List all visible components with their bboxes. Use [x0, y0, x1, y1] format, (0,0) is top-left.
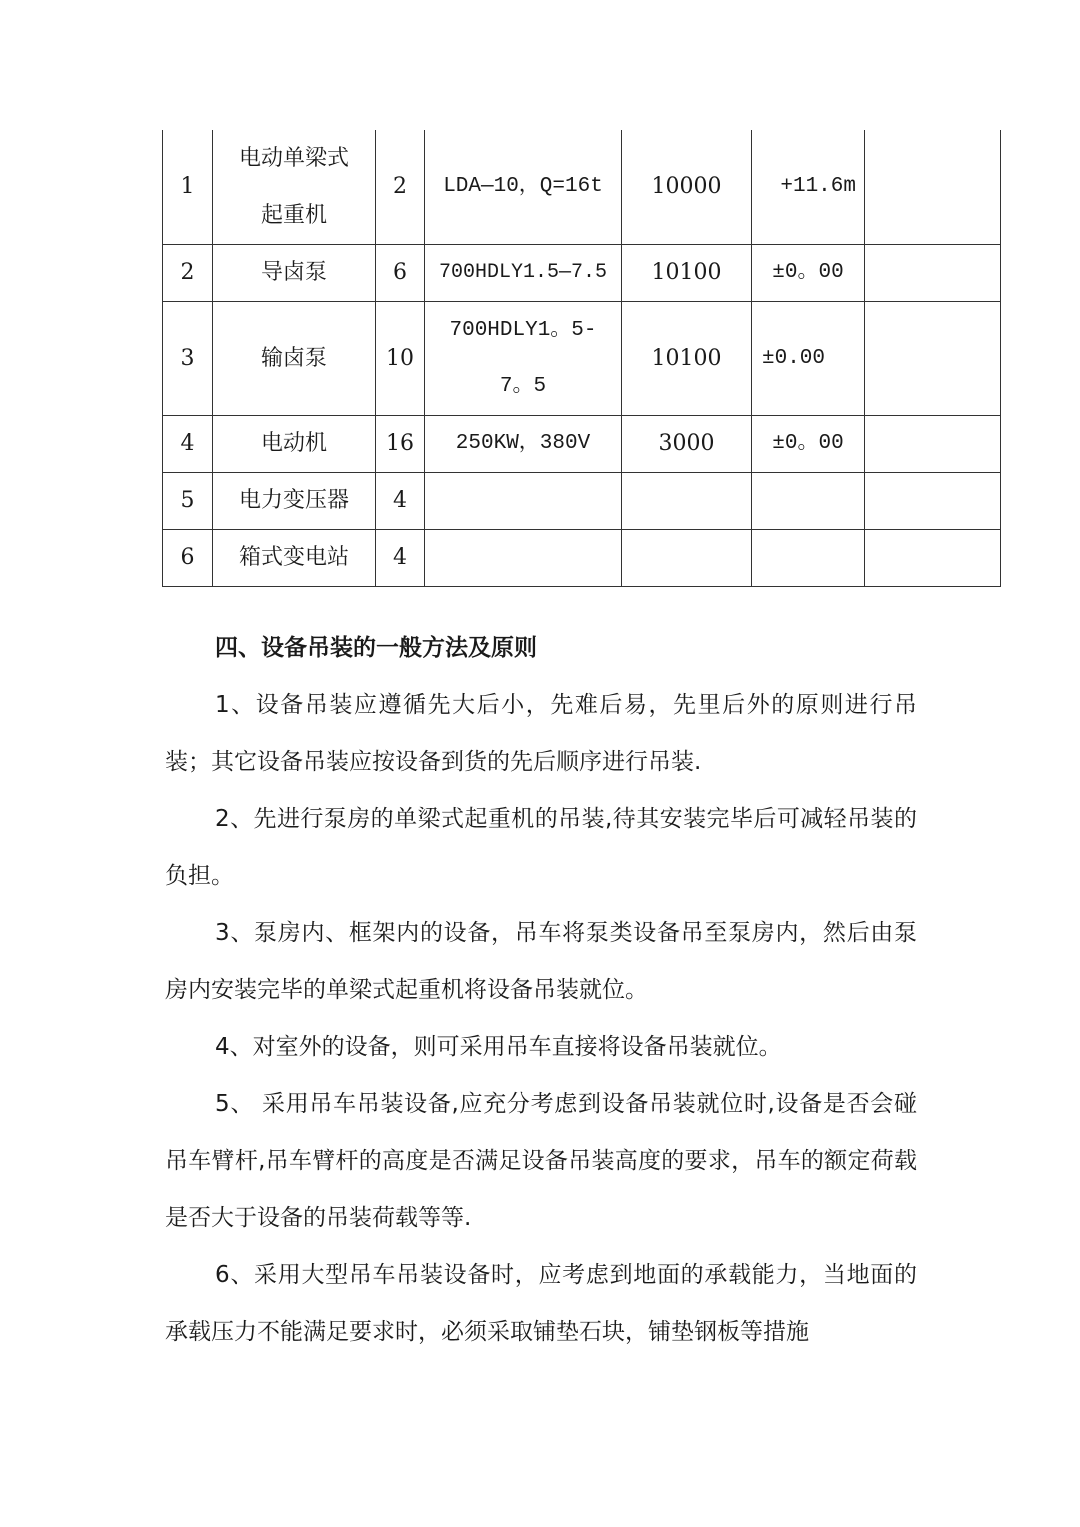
paragraph: 3、泵房内、框架内的设备，吊车将泵类设备吊至泵房内，然后由泵房内安装完毕的单梁式起重机将设备吊装就位。 — [165, 920, 917, 1003]
section-heading: 四、设备吊装的一般方法及原则 — [215, 635, 537, 661]
cell-qty: 16 — [376, 416, 425, 473]
paragraph: 2、先进行泵房的单梁式起重机的吊装,待其安装完毕后可减轻吊装的负担。 — [165, 806, 917, 889]
cell-weight: 10000 — [622, 130, 752, 245]
cell-no: 4 — [163, 416, 213, 473]
cell-elevation — [752, 530, 865, 587]
cell-weight: 10100 — [622, 245, 752, 302]
cell-name: 电力变压器 — [213, 473, 376, 530]
cell-name: 电动机 — [213, 416, 376, 473]
table-row — [163, 530, 1001, 587]
cell-qty: 10 — [376, 302, 425, 416]
cell-elevation: ±0。00 — [752, 416, 865, 473]
cell-weight — [622, 473, 752, 530]
cell-remark — [865, 130, 1001, 245]
cell-qty: 2 — [376, 130, 425, 245]
cell-no: 1 — [163, 130, 213, 245]
table-row — [163, 302, 1001, 416]
paragraph: 5、 采用吊车吊装设备,应充分考虑到设备吊装就位时,设备是否会碰吊车臂杆,吊车臂杆的高度是否满足设备吊装高度的要求，吊车的额定荷载是否大于设备的吊装荷载等等. — [165, 1091, 917, 1231]
equipment-table — [162, 130, 1001, 587]
cell-name: 电动单梁式起重机 — [213, 130, 376, 245]
cell-weight — [622, 530, 752, 587]
cell-remark — [865, 473, 1001, 530]
table-row — [163, 245, 1001, 302]
cell-weight: 3000 — [622, 416, 752, 473]
cell-remark — [865, 530, 1001, 587]
cell-elevation: ±0。00 — [752, 245, 865, 302]
table-row — [163, 473, 1001, 530]
cell-qty: 4 — [376, 530, 425, 587]
cell-no: 5 — [163, 473, 213, 530]
table-row — [163, 416, 1001, 473]
cell-no: 6 — [163, 530, 213, 587]
cell-name: 输卤泵 — [213, 302, 376, 416]
paragraph: 4、对室外的设备，则可采用吊车直接将设备吊装就位。 — [215, 1034, 782, 1060]
cell-no: 2 — [163, 245, 213, 302]
cell-spec: LDA—10，Q=16t — [425, 130, 622, 245]
cell-spec: 700HDLY1。5-7。5 — [425, 302, 622, 416]
cell-spec — [425, 473, 622, 530]
section-body — [165, 677, 917, 1361]
cell-qty: 6 — [376, 245, 425, 302]
paragraph: 6、采用大型吊车吊装设备时，应考虑到地面的承载能力，当地面的承载压力不能满足要求时，必须采取铺垫石块，铺垫钢板等措施 — [165, 1262, 917, 1345]
cell-name: 箱式变电站 — [213, 530, 376, 587]
cell-remark — [865, 245, 1001, 302]
cell-elevation: +11.6m — [752, 130, 865, 245]
cell-spec — [425, 530, 622, 587]
cell-no: 3 — [163, 302, 213, 416]
cell-weight: 10100 — [622, 302, 752, 416]
cell-elevation: ±0.00 — [752, 302, 865, 416]
cell-elevation — [752, 473, 865, 530]
cell-remark — [865, 302, 1001, 416]
cell-remark — [865, 416, 1001, 473]
paragraph: 1、设备吊装应遵循先大后小，先难后易，先里后外的原则进行吊装；其它设备吊装应按设备到货的先后顺序进行吊装. — [165, 692, 917, 775]
cell-name: 导卤泵 — [213, 245, 376, 302]
cell-spec: 250KW，380V — [425, 416, 622, 473]
cell-spec: 700HDLY1.5—7.5 — [425, 245, 622, 302]
table-row — [163, 130, 1001, 245]
cell-qty: 4 — [376, 473, 425, 530]
